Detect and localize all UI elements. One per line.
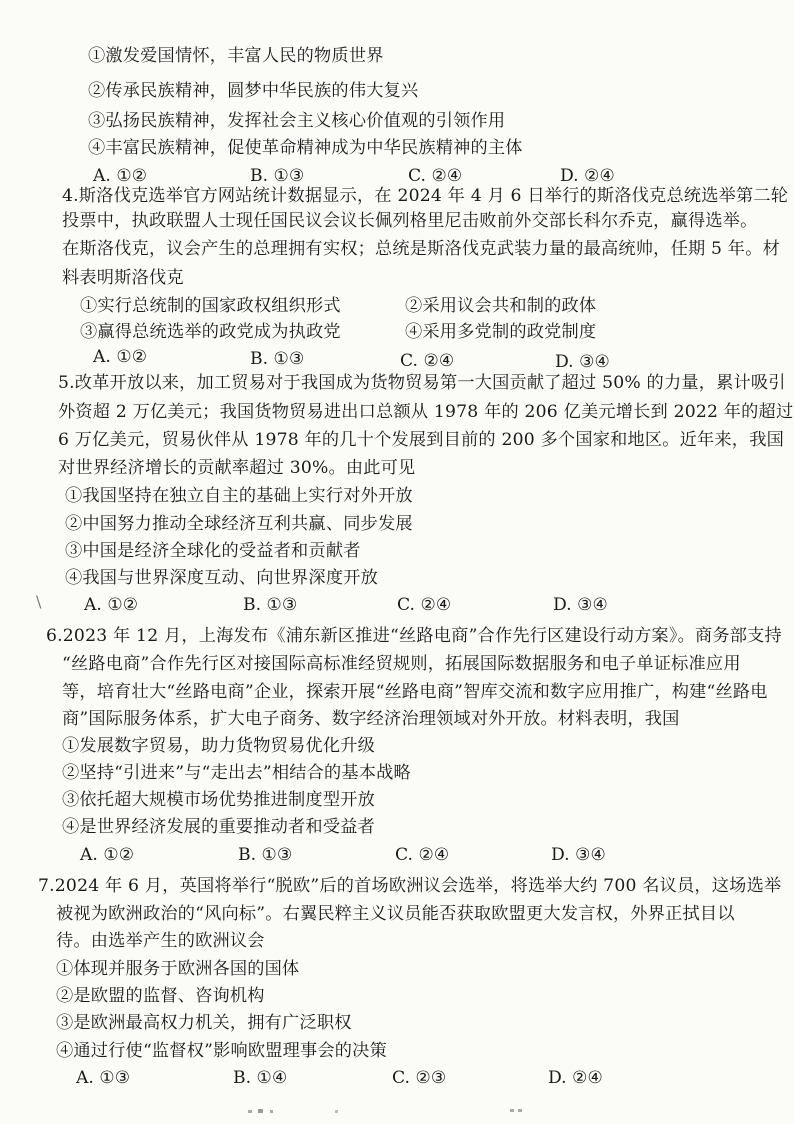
scan-mark-1 [248, 1110, 252, 1113]
q4-statement-2: ②采用议会共和制的政体 [405, 296, 597, 316]
q6-stem-line-2: “丝路电商”合作先行区对接国际高标准经贸规则，拓展国际数据服务和电子单证标准应用 [62, 654, 741, 674]
q4-stem-line-2: 投票中，执政联盟人士现任国民议会议长佩列格里尼击败前外交部长科尔乔克，赢得选举。 [62, 211, 758, 231]
q6-option-a: A. ①② [80, 845, 135, 865]
scan-mark-6 [518, 1109, 522, 1112]
q7-statement-2: ②是欧盟的监督、咨询机构 [56, 986, 265, 1006]
q5-statement-2: ②中国努力推动全球经济互利共赢、同步发展 [65, 514, 413, 534]
q5-stem-line-1: 5.改革开放以来，加工贸易对于我国成为货物贸易第一大国贡献了超过 50% 的力量，累计吸引 [58, 373, 786, 393]
q5-option-b: B. ①③ [243, 595, 298, 615]
q3-option-a: A. ①② [93, 166, 148, 186]
q5-option-a: A. ①② [84, 595, 139, 615]
q6-stem-line-1: 6.2023 年 12 月，上海发布《浦东新区推进“丝路电商”合作先行区建设行动方案》。商务部支持 [46, 626, 782, 646]
q5-option-d: D. ③④ [553, 595, 608, 615]
q4-option-a: A. ①② [93, 347, 148, 367]
q4-statement-1: ①实行总统制的国家政权组织形式 [80, 296, 341, 316]
q7-option-c: C. ②③ [392, 1068, 447, 1088]
q6-statement-4: ④是世界经济发展的重要推动者和受益者 [62, 817, 375, 837]
q7-stem-line-1: 7.2024 年 6 月，英国将举行“脱欧”后的首场欧洲议会选举，将选举大约 700 名议员，这场选举 [38, 876, 782, 896]
stray-pen-mark: \ [36, 592, 42, 611]
q6-stem-line-4: 商”国际服务体系，扩大电子商务、数字经济治理领域对外开放。材料表明，我国 [62, 709, 680, 729]
q3-statement-2: ②传承民族精神，圆梦中华民族的伟大复兴 [88, 81, 419, 101]
q5-option-c: C. ②④ [397, 595, 452, 615]
q4-option-d: D. ③④ [555, 352, 610, 372]
q6-option-b: B. ①③ [238, 845, 293, 865]
q3-statement-4: ④丰富民族精神，促使革命精神成为中华民族精神的主体 [88, 138, 523, 158]
q4-stem-line-3: 在斯洛伐克，议会产生的总理拥有实权；总统是斯洛伐克武装力量的最高统帅，任期 5 年。材 [62, 239, 780, 259]
scan-mark-2 [258, 1109, 263, 1113]
q6-statement-3: ③依托超大规模市场优势推进制度型开放 [62, 790, 375, 810]
q3-option-d: D. ②④ [560, 166, 615, 186]
q7-option-d: D. ②④ [548, 1068, 603, 1088]
q3-option-c: C. ②④ [408, 166, 463, 186]
q7-statement-4: ④通过行使“监督权”影响欧盟理事会的决策 [56, 1041, 387, 1061]
q6-statement-2: ②坚持“引进来”与“走出去”相结合的基本战略 [62, 763, 411, 783]
q7-option-b: B. ①④ [233, 1068, 288, 1088]
q4-statement-3: ③赢得总统选举的政党成为执政党 [80, 322, 341, 342]
q4-option-c: C. ②④ [400, 351, 455, 371]
q3-statement-1: ①激发爱国情怀，丰富人民的物质世界 [88, 46, 384, 66]
q7-stem-line-2: 被视为欧洲政治的“风向标”。右翼民粹主义议员能否获取欧盟更大发言权，外界正拭目以 [56, 904, 735, 924]
q4-stem-line-1: 4.斯洛伐克选举官方网站统计数据显示，在 2024 年 4 月 6 日举行的斯洛伐克总统选举第二轮 [62, 186, 789, 206]
q5-stem-line-3: 6 万亿美元，贸易伙伴从 1978 年的几十个发展到目前的 200 多个国家和地区。近年来，我国 [58, 430, 784, 450]
q5-statement-3: ③中国是经济全球化的受益者和贡献者 [65, 541, 361, 561]
q7-stem-line-3: 待。由选举产生的欧洲议会 [56, 931, 265, 951]
scan-mark-5 [510, 1109, 514, 1112]
q5-stem-line-4: 对世界经济增长的贡献率超过 30%。由此可见 [58, 458, 416, 478]
q6-statement-1: ①发展数字贸易，助力货物贸易优化升级 [62, 736, 375, 756]
bottom-scan-marks [0, 1100, 794, 1124]
q4-statement-4: ④采用多党制的政党制度 [405, 322, 597, 342]
q7-statement-1: ①体现并服务于欧洲各国的国体 [56, 959, 300, 979]
q7-statement-3: ③是欧洲最高权力机关，拥有广泛职权 [56, 1013, 352, 1033]
scan-mark-4 [335, 1110, 338, 1113]
q5-statement-4: ④我国与世界深度互动、向世界深度开放 [65, 568, 378, 588]
q3-statement-3: ③弘扬民族精神，发挥社会主义核心价值观的引领作用 [88, 111, 506, 131]
q7-option-a: A. ①③ [76, 1068, 131, 1088]
q3-option-b: B. ①③ [250, 166, 305, 186]
scan-mark-3 [270, 1110, 273, 1113]
q6-stem-line-3: 等，培育壮大“丝路电商”企业，探索开展“丝路电商”智库交流和数字应用推广，构建“丝路电 [62, 682, 768, 702]
q5-statement-1: ①我国坚持在独立自主的基础上实行对外开放 [65, 486, 413, 506]
q5-stem-line-2: 外资超 2 万亿美元；我国货物贸易进出口总额从 1978 年的 206 亿美元增长到 2022 年的超过 [58, 402, 794, 422]
q4-stem-line-4: 料表明斯洛伐克 [62, 268, 184, 288]
q4-option-b: B. ①③ [250, 349, 305, 369]
q6-option-c: C. ②④ [395, 845, 450, 865]
q6-option-d: D. ③④ [551, 845, 606, 865]
